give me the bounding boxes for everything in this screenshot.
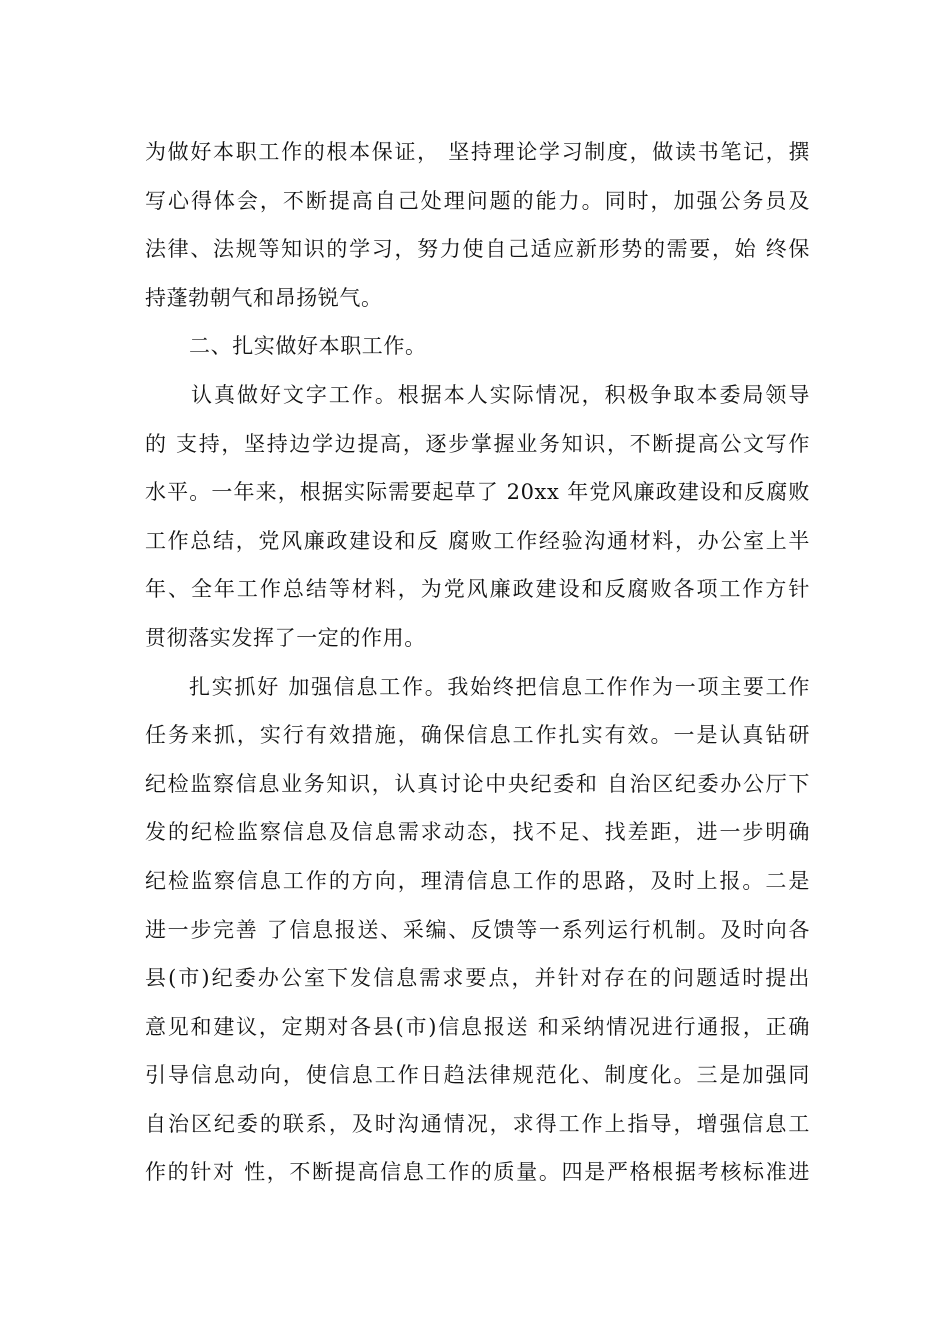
text-line: 的 支持，坚持边学边提高，逐步掌握业务知识，不断提高公文写作 bbox=[145, 431, 810, 456]
text-line: 持蓬勃朝气和昂扬锐气。 bbox=[145, 285, 383, 310]
text-line: 工作总结，党风廉政建设和反 腐败工作经验沟通材料，办公室上半 bbox=[145, 528, 810, 553]
text-line: 意见和建议，定期对各县(市)信息报送 和采纳情况进行通报，正确 bbox=[145, 1014, 810, 1039]
text-line: 法律、法规等知识的学习，努力使自己适应新形势的需要，始 终保 bbox=[145, 237, 810, 262]
text-line: 纪检监察信息业务知识，认真讨论中央纪委和 自治区纪委办公厅下 bbox=[145, 771, 810, 796]
text-line: 写心得体会，不断提高自己处理问题的能力。同时，加强公务员及 bbox=[145, 188, 810, 213]
text-line: 发的纪检监察信息及信息需求动态，找不足、找差距，进一步明确 bbox=[145, 820, 810, 845]
text-line: 水平。一年来，根据实际需要起草了 20xx 年党风廉政建设和反腐败 bbox=[145, 480, 810, 505]
heading-line: 二、扎实做好本职工作。 bbox=[189, 334, 427, 359]
text-line: 作的针对 性，不断提高信息工作的质量。四是严格根据考核标准进 bbox=[145, 1160, 810, 1185]
text-line: 任务来抓，实行有效措施，确保信息工作扎实有效。一是认真钻研 bbox=[145, 723, 810, 748]
text-line: 自治区纪委的联系，及时沟通情况，求得工作上指导，增强信息工 bbox=[145, 1111, 810, 1136]
text-line: 贯彻落实发挥了一定的作用。 bbox=[145, 625, 426, 650]
text-line: 为做好本职工作的根本保证， 坚持理论学习制度，做读书笔记，撰 bbox=[145, 140, 810, 164]
document-body bbox=[145, 128, 810, 1197]
text-line: 年、全年工作总结等材料，为党风廉政建设和反腐败各项工作方针 bbox=[145, 577, 810, 602]
text-line: 纪检监察信息工作的方向，理清信息工作的思路，及时上报。二是 bbox=[145, 868, 810, 893]
text-line: 认真做好文字工作。根据本人实际情况，积极争取本委局领导 bbox=[191, 382, 810, 407]
paragraph-1 bbox=[145, 128, 810, 322]
text-line: 县(市)纪委办公室下发信息需求要点，并针对存在的问题适时提出 bbox=[145, 966, 810, 991]
text-line: 扎实抓好 加强信息工作。我始终把信息工作作为一项主要工作 bbox=[189, 674, 810, 699]
text-line: 进一步完善 了信息报送、采编、反馈等一系列运行机制。及时向各 bbox=[145, 917, 810, 942]
section-heading bbox=[145, 322, 810, 371]
text-line: 引导信息动向，使信息工作日趋法律规范化、制度化。三是加强同 bbox=[145, 1063, 810, 1088]
paragraph-3 bbox=[145, 663, 810, 1198]
paragraph-2 bbox=[145, 371, 810, 663]
